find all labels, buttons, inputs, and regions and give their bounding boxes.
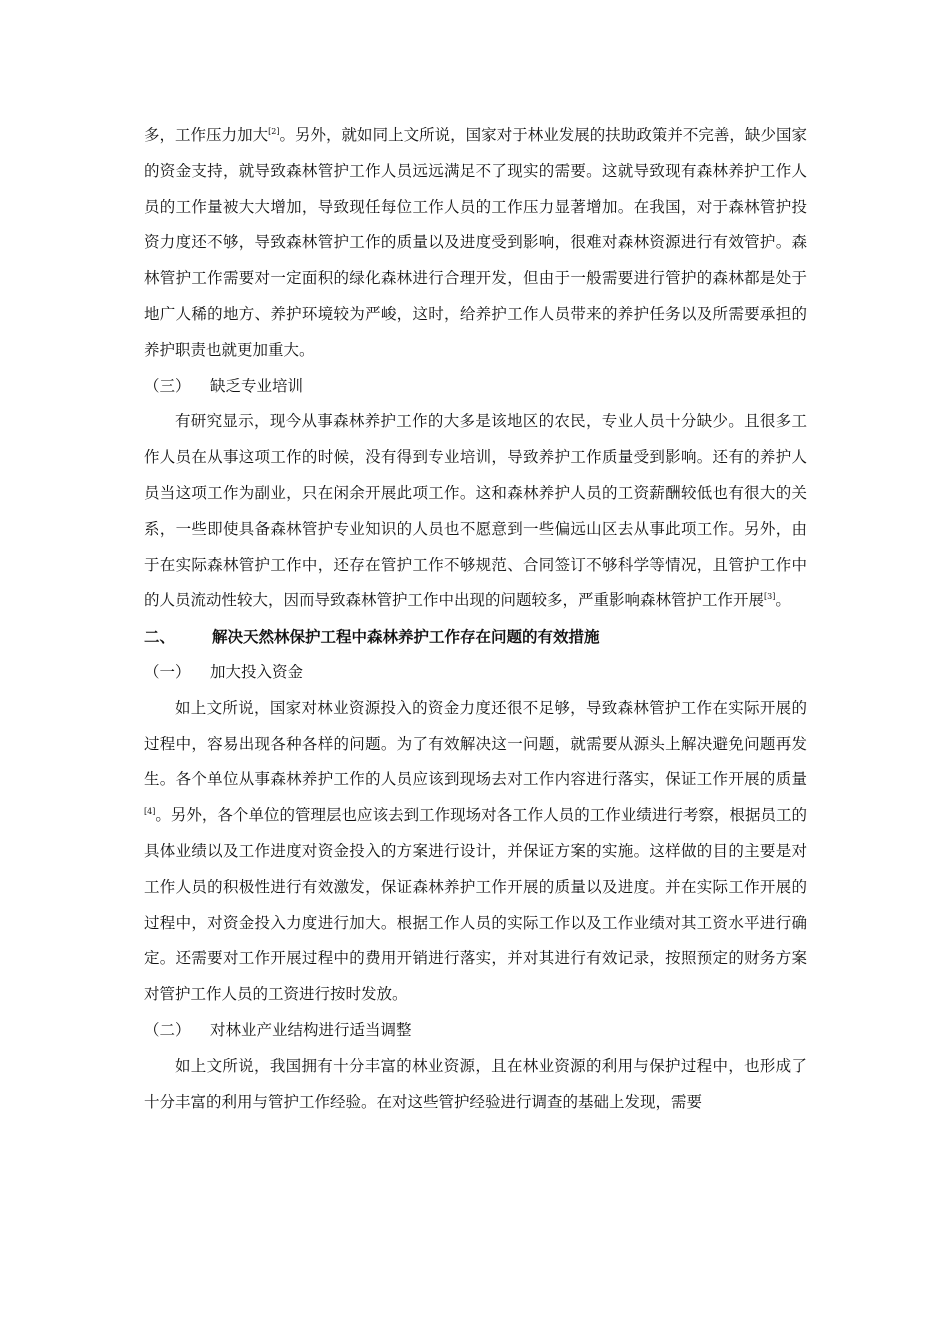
paragraph-industry (144, 1049, 807, 1121)
subheading-title: 缺乏专业培训 (210, 376, 304, 395)
citation-ref: [2] (268, 127, 280, 136)
paragraph-training (144, 404, 807, 619)
paragraph-text: 多，工作压力加大 (144, 126, 269, 144)
section-heading-measures (144, 619, 807, 655)
subheading-title: 加大投入资金 (210, 662, 304, 681)
subheading-title: 对林业产业结构进行适当调整 (210, 1020, 412, 1039)
subheading-increase-funding (144, 655, 807, 691)
paragraph-text: 有研究显示，现今从事森林养护工作的大多是该地区的农民，专业人员十分缺少。且很多工作人员在从事这项工作的时候，没有得到专业培训，导致养护工作质量受到影响。还有的养护人员当这项工作为副业，只在闲余开展此项工作。这和森林养护人员的工资薪酬较低也有很大的关系，一些即使具备森林管护专业知识的人员也不愿意到一些偏远山区去从事此项工作。另外，由于在实际森林管护工作中，还存在管护工作不够规范、合同签订不够科学等情况，且管护工作中的人员流动性较大，因而导致森林管护工作中出现的问题较多，严重影响森林管护工作开展 (144, 412, 807, 610)
paragraph-workload (144, 118, 807, 369)
document-body (144, 118, 807, 1120)
paragraph-text: 。 (775, 591, 791, 610)
paragraph-text: 如上文所说，我国拥有十分丰富的林业资源，且在林业资源的利用与保护过程中，也形成了十分丰富的利用与管护工作经验。在对这些管护经验进行调查的基础上发现，需要 (144, 1056, 807, 1111)
citation-ref: [4] (144, 807, 156, 817)
section-number: 二、 (144, 627, 176, 647)
section-title: 解决天然林保护工程中森林养护工作存在问题的有效措施 (212, 627, 600, 647)
subheading-number: （二） (144, 1020, 191, 1039)
paragraph-funding (144, 691, 807, 1013)
subheading-number: （三） (144, 376, 191, 395)
citation-ref: [3] (764, 592, 776, 602)
paragraph-text: 。另外，就如同上文所说，国家对于林业发展的扶助政策并不完善，缺少国家的资金支持，就导致森林管护工作人员远远满足不了现实的需要。这就导致现有森林养护工作人员的工作量被大大增加，导致现任每位工作人员的工作压力显著增加。在我国，对于森林管护投资力度还不够，导致森林管护工作的质量以及进度受到影响，很难对森林资源进行有效管护。森林管护工作需要对一定面积的绿化森林进行合理开发，但由于一般需要进行管护的森林都是处于地广人稀的地方、养护环境较为严峻，这时，给养护工作人员带来的养护任务以及所需要承担的养护职责也就更加重大。 (144, 126, 807, 359)
paragraph-text: 。另外，各个单位的管理层也应该去到工作现场对各工作人员的工作业绩进行考察，根据员工的具体业绩以及工作进度对资金投入的方案进行设计，并保证方案的实施。这样做的目的主要是对工作人员的积极性进行有效激发，保证森林养护工作开展的质量以及进度。并在实际工作开展的过程中，对资金投入力度进行加大。根据工作人员的实际工作以及工作业绩对其工资水平进行确定。还需要对工作开展过程中的费用开销进行落实，并对其进行有效记录，按照预定的财务方案对管护工作人员的工资进行按时发放。 (144, 806, 807, 1004)
subheading-number: （一） (144, 662, 191, 681)
paragraph-text: 如上文所说，国家对林业资源投入的资金力度还很不足够，导致森林管护工作在实际开展的过程中，容易出现各种各样的问题。为了有效解决这一问题，就需要从源头上解决避免问题再发生。各个单位从事森林养护工作的人员应该到现场去对工作内容进行落实，保证工作开展的质量 (144, 698, 807, 789)
subheading-industry-structure (144, 1013, 807, 1049)
subheading-lack-training (144, 369, 807, 405)
